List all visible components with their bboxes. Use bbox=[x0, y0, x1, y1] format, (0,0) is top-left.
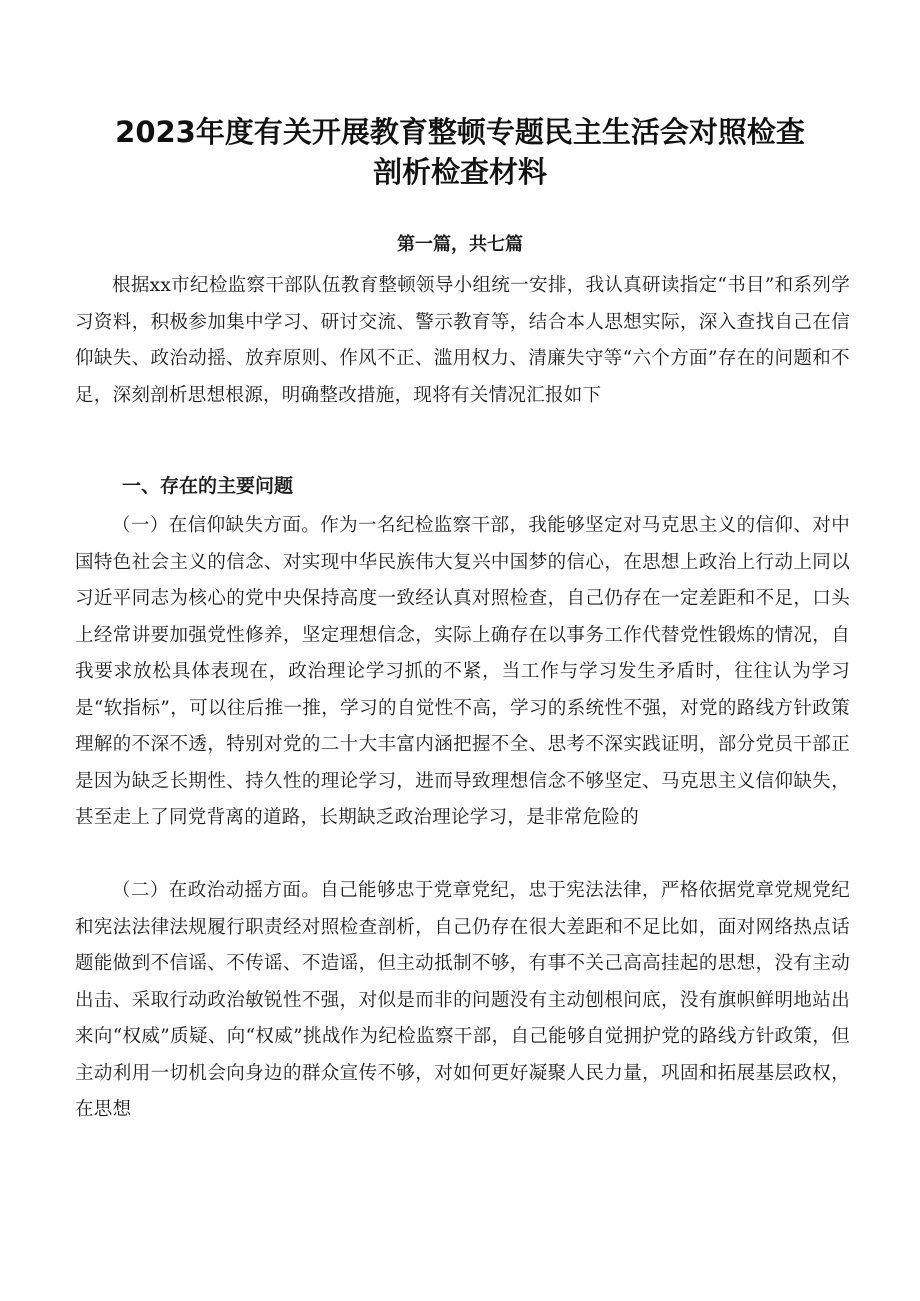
document-subtitle: 第一篇，共七篇 bbox=[397, 234, 523, 255]
intro-paragraph: 根据xx市纪检监察干部队伍教育整顿领导小组统一安排，我认真研读指定“书目”和系列学习资料，积极参加集中学习、研讨交流、警示教育等，结合本人思想实际，深入查找自己在信仰缺失、政治动摇、放弃原则、作风不正、滥用权力、清廉失守等“六个方面”存在的问题和不足，深刻剖析思想根源，明确整改措施，现将有关情况汇报如下 bbox=[75, 275, 850, 406]
section-heading: 一、存在的主要问题 bbox=[122, 475, 294, 497]
document-title-line-2: 剖析检查材料 bbox=[372, 155, 547, 189]
paragraph-faith: （一）在信仰缺失方面。作为一名纪检监察干部，我能够坚定对马克思主义的信仰、对中国特色社会主义的信念、对实现中华民族伟大复兴中国梦的信心，在思想上政治上行动上同以习近平同志为核心的党中央保持高度一致经认真对照检查，自己仍存在一定差距和不足，口头上经常讲要加强党性修养，坚定理想信念，实际上确存在以事务工作代替党性锻炼的情况，自我要求放松具体表现在，政治理论学习抓的不紧，当工作与学习发生矛盾时，往往认为学习是“软指标”，可以往后推一推，学习的自觉性不高，学习的系统性不强，对党的路线方针政策理解的不深不透，特别对党的二十大丰富内涵把握不全、思考不深实践证明，部分党员干部正是因为缺乏长期性、持久性的理论学习，进而导致理想信念不够坚定、马克思主义信仰缺失，甚至走上了同党背离的道路，长期缺乏政治理论学习，是非常危险的 bbox=[75, 515, 850, 828]
document-title-line-1: 2023年度有关开展教育整顿专题民主生活会对照检查 bbox=[115, 115, 805, 149]
paragraph-political: （二）在政治动摇方面。自己能够忠于党章党纪，忠于宪法法律，严格依据党章党规党纪和宪法法律法规履行职责经对照检查剖析，自己仍存在很大差距和不足比如，面对网络热点话题能做到不信谣、不传谣、不造谣，但主动抵制不够，有事不关己高高挂起的思想，没有主动出击、采取行动政治敏锐性不强，对似是而非的问题没有主动刨根问底，没有旗帜鲜明地站出来向“权威”质疑、向“权威”挑战作为纪检监察干部，自己能够自觉拥护党的路线方针政策，但主动利用一切机会向身边的群众宣传不够，对如何更好凝聚人民力量，巩固和拓展基层政权，在思想 bbox=[75, 880, 850, 1120]
